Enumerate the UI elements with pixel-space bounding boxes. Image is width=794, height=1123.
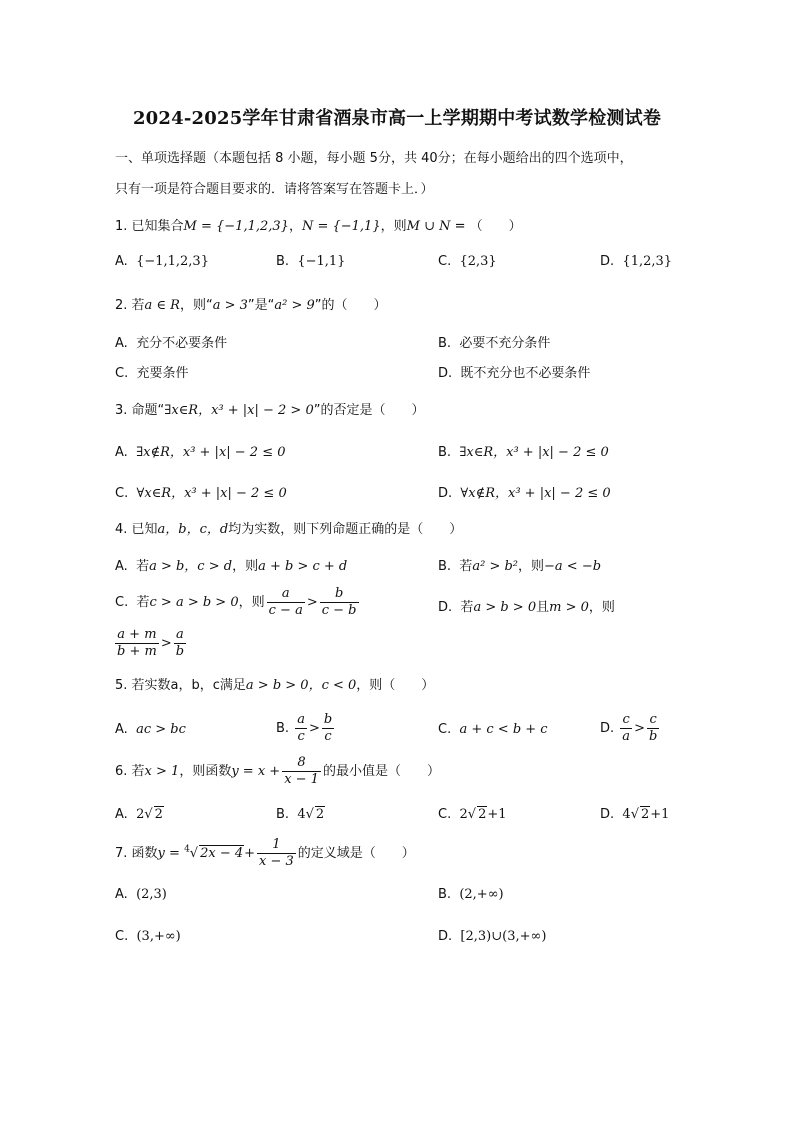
q1-option-b (276, 254, 345, 269)
fraction-denominator: x − 1 (284, 772, 319, 787)
q5-option-a-text: ac > bc (136, 722, 186, 737)
q5-option-d (600, 712, 661, 745)
q5-stem-b: ，则（ ） (356, 678, 435, 693)
fraction-denominator: c − b (321, 603, 357, 618)
q4-vars: a，b，c，d (157, 522, 229, 537)
q6-option-c-radicand: 2 (478, 807, 487, 822)
q5-option-d-label: D. (600, 721, 615, 736)
q2-option-c-label: C. (115, 366, 129, 381)
q2-option-d-text: 既不充分也不必要条件 (460, 366, 591, 381)
fraction-denominator: x − 3 (259, 854, 294, 869)
q2-stem-c: ”是“ (247, 298, 275, 313)
q7-stem-b: 的定义域是（ ） (297, 846, 415, 861)
q6-stem-c: 的最小值是（ ） (322, 764, 440, 779)
q5-stem-a: 5. 若实数a，b，c满足 (115, 678, 246, 693)
q4-option-d-pre: 若 (460, 600, 474, 615)
fraction-denominator: a (622, 729, 631, 744)
q5-option-b (276, 712, 336, 745)
q4-option-d-gt: > (160, 636, 172, 651)
q1-option-c-label: C. (438, 254, 452, 269)
q7-option-b-label: B. (438, 887, 452, 902)
sqrt-icon: √ (189, 846, 199, 861)
q2-p: a > 3 (212, 298, 248, 313)
q2-option-a-label: A. (115, 336, 128, 351)
question-6-stem (115, 755, 440, 788)
q4-option-b-label: B. (438, 559, 452, 574)
q3-option-b-label: B. (438, 445, 452, 460)
q3-option-a-text: ∃x∉R，x³ + |x| − 2 ≤ 0 (136, 445, 286, 460)
q6-option-d-tail: +1 (650, 807, 670, 822)
q3-stem-a: 3. 命题“ (115, 403, 165, 418)
sqrt-icon: √ (467, 807, 477, 822)
q4-option-d-continuation (113, 627, 188, 660)
fraction-numerator: 1 (257, 837, 296, 854)
q3-option-a (115, 441, 286, 460)
q6-option-b-label: B. (276, 807, 290, 822)
q7-stem-a: 7. 函数 (115, 846, 158, 861)
q1-option-c (438, 254, 497, 269)
fraction-numerator: c (620, 712, 632, 729)
q4-stem-b: 均为实数，则下列命题正确的是（ ） (228, 522, 463, 537)
q4-option-a-pre: 若 (136, 559, 150, 574)
q5-option-b-label: B. (276, 721, 290, 736)
question-1-stem (115, 215, 522, 234)
q7-option-d-text: [2,3)∪(3,+∞) (460, 929, 547, 944)
fraction-numerator: a (267, 586, 305, 603)
q2-q: a² > 9 (274, 298, 315, 313)
q6-option-a-coef: 2 (136, 807, 145, 822)
q7-option-b-text: (2,+∞) (459, 887, 504, 902)
q4-option-c (115, 586, 361, 619)
question-7-stem (115, 837, 415, 870)
q4-option-d-post: ，则 (588, 600, 615, 615)
q6-option-b (276, 806, 325, 822)
q1-set-n: N = {−1,1} (301, 219, 381, 234)
q7-radicand: 2x − 4 (200, 846, 244, 861)
q3-proposition: ∃x∈R，x³ + |x| − 2 > 0 (164, 403, 314, 418)
question-2-stem (115, 294, 387, 313)
q1-stem-a: 1. 已知集合 (115, 219, 184, 234)
q6-option-d-label: D. (600, 807, 615, 822)
q3-option-b-text: ∃x∈R，x³ + |x| − 2 ≤ 0 (459, 445, 609, 460)
q1-stem-b: ，则 (380, 219, 407, 234)
q6-option-d-coef: 4 (622, 807, 631, 822)
q7-plus: + (244, 846, 256, 861)
q2-option-c-text: 充要条件 (136, 366, 189, 381)
q4-option-c-mid: ，则 (238, 595, 265, 610)
fraction-denominator: c − a (268, 603, 303, 618)
q7-option-a-label: A. (115, 887, 128, 902)
q7-fraction (257, 837, 296, 870)
q2-option-d (438, 362, 590, 381)
q4-option-c-fraction-1 (267, 586, 305, 619)
q1-option-a-text: {−1,1,2,3} (136, 254, 209, 269)
q4-option-b-cond1: a² > b² (472, 559, 518, 574)
section-instructions-line2: 只有一项是符合题目要求的．请将答案写在答题卡上．） (115, 182, 434, 197)
fraction-denominator: b + m (117, 644, 157, 659)
fraction-numerator: b (320, 586, 359, 603)
q4-option-a-mid: ，则 (232, 559, 259, 574)
q4-option-d (438, 596, 615, 615)
question-5-stem (115, 674, 434, 693)
q4-option-b-mid: ，则 (518, 559, 545, 574)
q5-cond: a > b > 0，c < 0 (245, 678, 357, 693)
q4-option-d-cond1: a > b > 0 (473, 600, 537, 615)
q1-option-a-label: A. (115, 254, 128, 269)
fraction-numerator: a (297, 712, 305, 727)
q2-option-b (438, 332, 550, 351)
q1-option-a (115, 254, 209, 269)
q1-set-m: M = {−1,1,2,3} (183, 219, 289, 234)
sqrt-icon: √ (305, 807, 314, 822)
q4-option-b-cond2: −a < −b (544, 559, 602, 574)
q4-option-b (438, 555, 601, 574)
q4-option-d-mid: 且 (536, 600, 550, 615)
q6-option-b-radicand: 2 (315, 807, 325, 822)
q4-option-b-pre: 若 (459, 559, 473, 574)
fraction-numerator: 8 (282, 755, 321, 772)
q5-option-c-label: C. (438, 722, 452, 737)
fraction-denominator: b (175, 644, 185, 659)
sqrt-icon: √ (630, 807, 639, 822)
q4-option-d-fraction-2 (174, 627, 186, 660)
q6-option-b-coef: 4 (297, 807, 306, 822)
q6-option-a-label: A. (115, 807, 128, 822)
question-4-stem (115, 518, 462, 537)
q7-option-d-label: D. (438, 929, 453, 944)
q3-option-b (438, 441, 609, 460)
q6-option-a (115, 806, 164, 822)
q3-option-d-label: D. (438, 486, 453, 501)
q1-option-d-text: {1,2,3} (622, 254, 673, 269)
q6-option-d-radicand: 2 (641, 807, 650, 822)
q1-option-c-text: {2,3} (459, 254, 497, 269)
q3-option-c-label: C. (115, 486, 129, 501)
q3-option-c-text: ∀x∈R，x³ + |x| − 2 ≤ 0 (136, 486, 287, 501)
q2-option-b-label: B. (438, 336, 452, 351)
q4-option-d-cond2: m > 0 (549, 600, 589, 615)
q3-stem-b: ”的否定是（ ） (313, 403, 425, 418)
q5-option-d-fraction-1 (620, 712, 632, 745)
exam-title: 2024-2025学年甘肃省酒泉市高一上学期期中考试数学检测试卷 (132, 108, 662, 129)
q2-stem-b: ，则“ (179, 298, 213, 313)
q2-option-a-text: 充分不必要条件 (136, 336, 228, 351)
q4-stem-a: 4. 已知 (115, 522, 158, 537)
q1-sep: ， (288, 219, 302, 234)
q6-option-c (438, 806, 507, 822)
q1-option-d (600, 254, 672, 269)
q6-option-c-tail: +1 (487, 807, 507, 822)
q4-option-c-gt: > (306, 595, 318, 610)
q7-option-c (115, 929, 181, 944)
q3-option-a-label: A. (115, 445, 128, 460)
q7-root-index: 4 (184, 844, 190, 855)
fraction-numerator: a + m (115, 627, 159, 644)
q6-option-c-coef: 2 (459, 807, 468, 822)
q5-option-d-gt: > (634, 721, 645, 736)
q2-option-b-text: 必要不充分条件 (459, 336, 551, 351)
q7-option-c-text: (3,+∞) (136, 929, 181, 944)
fraction-denominator: c (297, 729, 305, 744)
q4-option-d-fraction-1 (115, 627, 159, 660)
q1-option-d-label: D. (600, 254, 615, 269)
q6-function-fraction (282, 755, 321, 788)
q2-option-c (115, 362, 189, 381)
section-instructions-line1: 一、单项选择题（本题包括 8 小题，每小题 5分，共 40分；在每小题给出的四个选项中， (115, 151, 633, 166)
q7-option-b (438, 887, 504, 902)
q1-option-b-label: B. (276, 254, 290, 269)
q4-option-c-pre: 若 (136, 595, 150, 610)
q2-option-a (115, 332, 227, 351)
q7-option-c-label: C. (115, 929, 129, 944)
question-3-stem (115, 399, 424, 418)
q5-option-c-text: a + c < b + c (459, 722, 548, 737)
q7-function-prefix: y = (157, 846, 185, 861)
fraction-numerator: c (647, 712, 659, 729)
fraction-denominator: c (324, 729, 332, 744)
q6-function-prefix: y = x + (231, 764, 281, 779)
fraction-numerator: b (323, 712, 333, 727)
q2-stem-d: ”的（ ） (314, 298, 387, 313)
q2-cond: a ∈ R (144, 298, 180, 313)
q1-option-b-text: {−1,1} (297, 254, 346, 269)
q4-option-c-fraction-2 (320, 586, 359, 619)
q7-option-a-text: (2,3) (136, 887, 167, 902)
q5-option-d-fraction-2 (647, 712, 659, 745)
q5-option-b-gt: > (308, 721, 320, 736)
q6-cond: x > 1 (144, 764, 180, 779)
q6-option-c-label: C. (438, 807, 452, 822)
q3-option-c (115, 482, 287, 501)
q4-option-a-cond2: a + b > c + d (258, 559, 348, 574)
fraction-numerator: a (174, 627, 186, 644)
q4-option-a-label: A. (115, 559, 128, 574)
q6-option-d (600, 806, 669, 822)
q7-option-a (115, 887, 167, 902)
q5-option-b-fraction-1 (295, 712, 307, 745)
q4-option-d-label: D. (438, 600, 453, 615)
q6-stem-a: 6. 若 (115, 764, 145, 779)
fraction-denominator: b (648, 729, 658, 744)
q7-option-d (438, 929, 546, 944)
q5-option-b-fraction-2 (322, 712, 334, 745)
q2-stem-a: 2. 若 (115, 298, 145, 313)
q5-option-c (438, 722, 548, 737)
q5-option-a-label: A. (115, 722, 128, 737)
q3-option-d (438, 482, 611, 501)
q6-option-a-radicand: 2 (154, 807, 163, 822)
q1-expr: M ∪ N (406, 219, 451, 234)
q5-option-a (115, 722, 186, 737)
q4-option-c-cond: c > a > b > 0 (149, 595, 239, 610)
q6-stem-b: ，则函数 (179, 764, 232, 779)
q2-option-d-label: D. (438, 366, 453, 381)
q4-option-a (115, 555, 347, 574)
q4-option-a-cond1: a > b，c > d (149, 559, 233, 574)
q3-option-d-text: ∀x∉R，x³ + |x| − 2 ≤ 0 (460, 486, 611, 501)
q1-stem-c: = （ ） (450, 219, 522, 234)
q4-option-c-label: C. (115, 595, 129, 610)
sqrt-icon: √ (144, 807, 153, 822)
